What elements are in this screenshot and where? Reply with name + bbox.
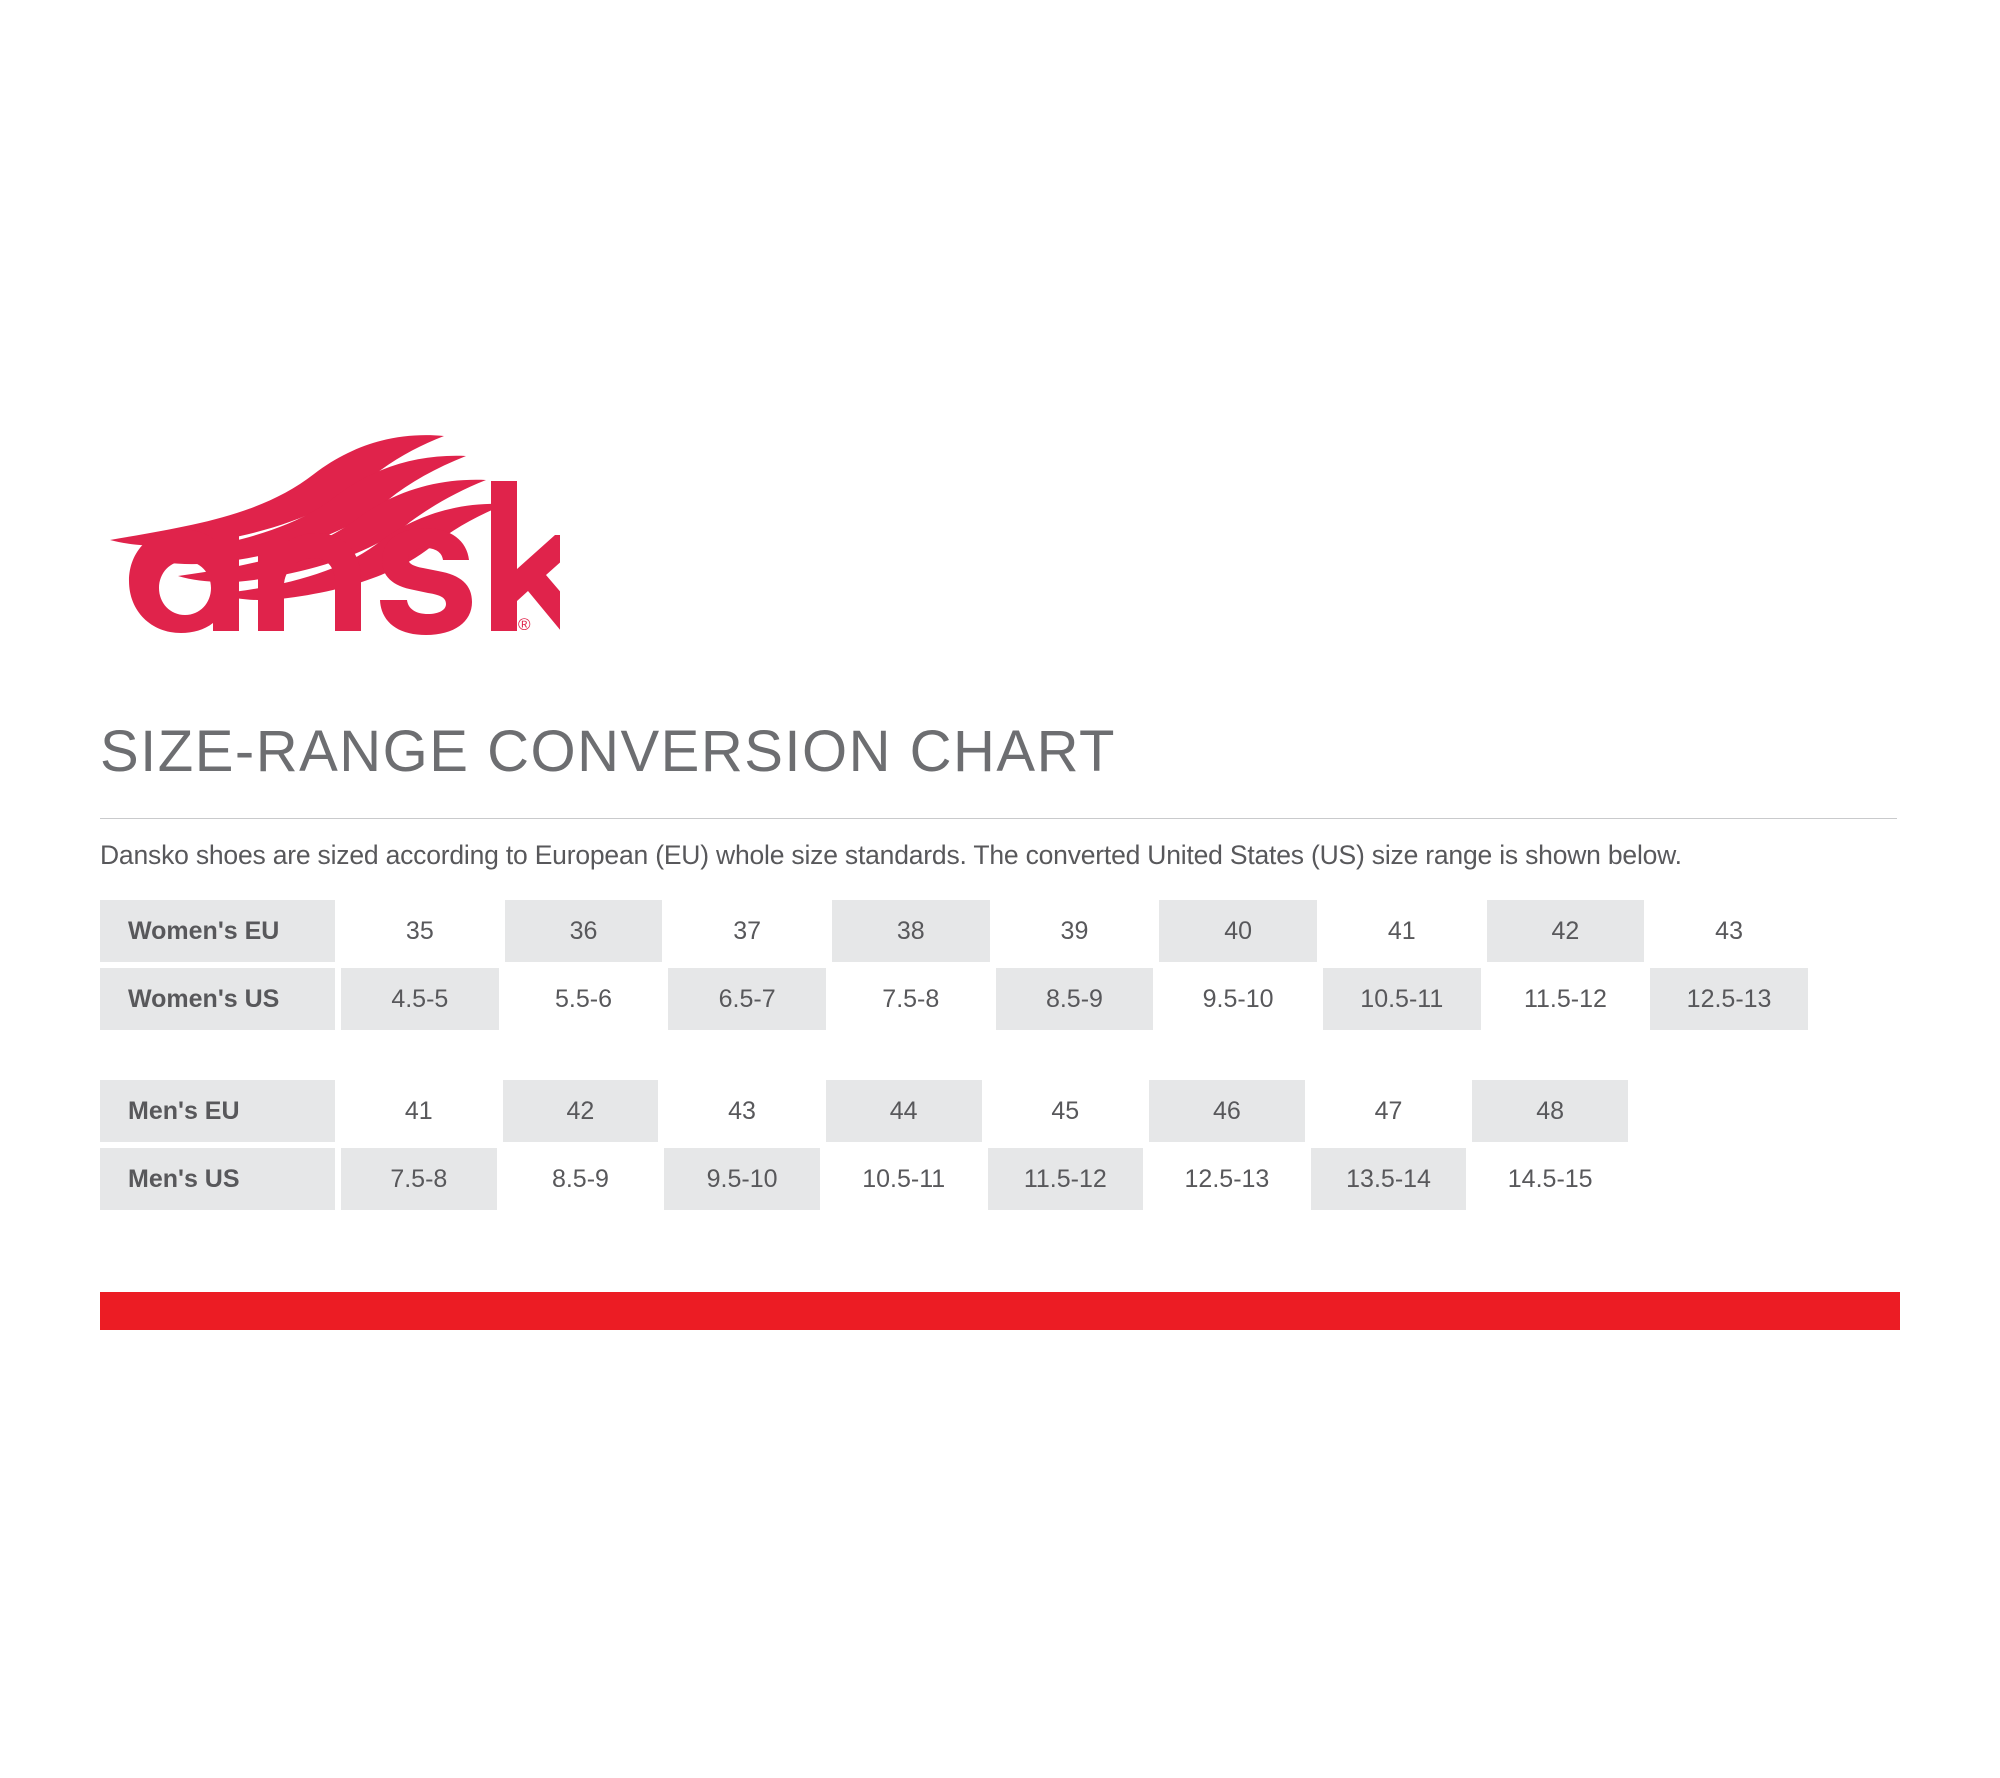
cell-womens-eu-1: 35 <box>341 900 499 962</box>
cell-mens-us-7: 13.5-14 <box>1311 1148 1467 1210</box>
cell-mens-us-2: 8.5-9 <box>503 1148 659 1210</box>
dansko-logo <box>100 430 560 670</box>
cell-womens-eu-2: 36 <box>505 900 663 962</box>
cell-mens-eu-3: 43 <box>664 1080 820 1142</box>
page-title: SIZE-RANGE CONVERSION CHART <box>100 719 1116 784</box>
womens-size-table <box>100 900 1808 1030</box>
cell-mens-us-5: 11.5-12 <box>988 1148 1144 1210</box>
cell-womens-eu-4: 38 <box>832 900 990 962</box>
cell-mens-us-4: 10.5-11 <box>826 1148 982 1210</box>
cell-womens-us-8: 11.5-12 <box>1487 968 1645 1030</box>
title-divider <box>100 818 1897 819</box>
cell-mens-eu-1: 41 <box>341 1080 497 1142</box>
cell-mens-eu-6: 46 <box>1149 1080 1305 1142</box>
cell-womens-us-7: 10.5-11 <box>1323 968 1481 1030</box>
table-row <box>100 968 1808 1030</box>
cell-mens-eu-8: 48 <box>1472 1080 1628 1142</box>
cell-womens-eu-8: 42 <box>1487 900 1645 962</box>
cell-womens-eu-5: 39 <box>996 900 1154 962</box>
cell-womens-us-2: 5.5-6 <box>505 968 663 1030</box>
size-chart-page <box>100 0 1900 1778</box>
accent-bar <box>100 1292 1900 1330</box>
cell-womens-eu-7: 41 <box>1323 900 1481 962</box>
intro-text: Dansko shoes are sized according to European (EU) whole size standards. The converted United States (US) size range is shown below. <box>100 840 1682 870</box>
cell-womens-us-1: 4.5-5 <box>341 968 499 1030</box>
cell-mens-us-3: 9.5-10 <box>664 1148 820 1210</box>
cell-mens-us-6: 12.5-13 <box>1149 1148 1305 1210</box>
cell-womens-us-3: 6.5-7 <box>668 968 826 1030</box>
cell-womens-us-9: 12.5-13 <box>1650 968 1808 1030</box>
row-label-womens-eu: Women's EU <box>100 900 335 962</box>
cell-mens-us-1: 7.5-8 <box>341 1148 497 1210</box>
table-row <box>100 1148 1628 1210</box>
registered-mark: ® <box>518 615 531 634</box>
cell-womens-us-6: 9.5-10 <box>1159 968 1317 1030</box>
cell-womens-us-5: 8.5-9 <box>996 968 1154 1030</box>
cell-mens-eu-4: 44 <box>826 1080 982 1142</box>
table-row <box>100 900 1808 962</box>
cell-mens-eu-2: 42 <box>503 1080 659 1142</box>
row-label-mens-us: Men's US <box>100 1148 335 1210</box>
mens-size-table <box>100 1080 1628 1210</box>
cell-womens-eu-6: 40 <box>1159 900 1317 962</box>
row-label-womens-us: Women's US <box>100 968 335 1030</box>
cell-womens-us-4: 7.5-8 <box>832 968 990 1030</box>
cell-mens-eu-5: 45 <box>988 1080 1144 1142</box>
cell-mens-eu-7: 47 <box>1311 1080 1467 1142</box>
row-label-mens-eu: Men's EU <box>100 1080 335 1142</box>
table-row <box>100 1080 1628 1142</box>
cell-womens-eu-3: 37 <box>668 900 826 962</box>
cell-mens-us-8: 14.5-15 <box>1472 1148 1628 1210</box>
cell-womens-eu-9: 43 <box>1650 900 1808 962</box>
